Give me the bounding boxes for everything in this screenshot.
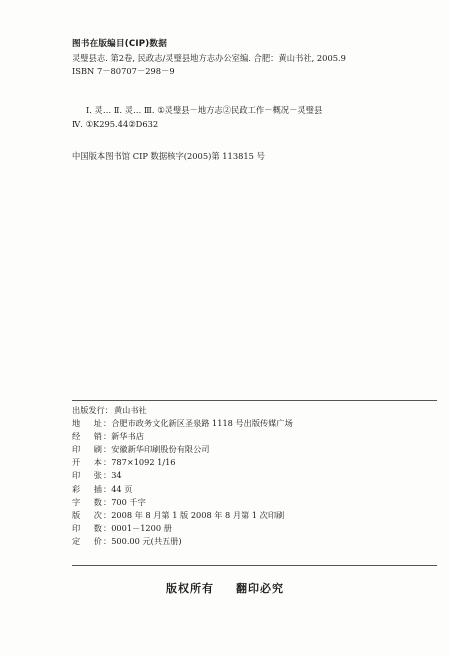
pub-row-color-plates: 彩插 ： 44 页	[72, 483, 432, 496]
pub-row-label: 印数	[72, 522, 102, 533]
pub-row-value: 2008 年 8 月第 1 版 2008 年 8 月第 1 次印刷	[111, 509, 285, 520]
publisher-label: 出版发行：	[72, 405, 113, 415]
pub-row-label: 版次	[72, 509, 102, 520]
pub-row-sheets: 印张 ： 34	[72, 469, 432, 482]
cip-classification-line-2: Ⅳ. ①K295.44②D632	[72, 119, 159, 129]
piracy-warning-text: 翻印必究	[236, 582, 284, 595]
pub-row-value: 0001－1200 册	[111, 522, 172, 533]
pub-row-value: 44 页	[111, 483, 133, 494]
pub-row-label: 定价	[72, 535, 102, 546]
cip-data-number: 中国版本图书馆 CIP 数据核字(2005)第 113815 号	[72, 151, 265, 161]
pub-row-value: 安徽新华印刷股份有限公司	[111, 444, 210, 455]
pub-row-label: 印张	[72, 470, 102, 481]
cip-isbn: ISBN 7－80707－298－9	[72, 66, 175, 76]
rights-notice	[0, 580, 450, 596]
pub-row-value: 34	[111, 470, 122, 481]
pub-row-label: 经销	[72, 431, 102, 442]
cip-block	[72, 38, 412, 163]
pub-row-value: 500.00 元(共五册)	[111, 535, 182, 546]
pub-row-label: 开本	[72, 457, 102, 468]
cip-classification	[72, 103, 412, 131]
top-divider	[72, 400, 437, 401]
cip-classification-line-1: Ⅰ. 灵… Ⅱ. 灵… Ⅲ. ①灵璧县－地方志②民政工作－概况－灵璧县	[86, 105, 323, 115]
pub-row-value: 合肥市政务文化新区圣泉路 1118 号出版传媒广场	[111, 418, 293, 429]
cip-title: 图书在版编目(CIP)数据	[72, 39, 168, 49]
publisher-row	[72, 404, 432, 417]
cip-bibliographic-line: 灵璧县志. 第2卷, 民政志/灵璧县地方志办公室编. 合肥：黄山书社, 2005.9	[72, 53, 346, 63]
pub-row-price: 定价 ： 500.00 元(共五册)	[72, 535, 432, 548]
pub-row-value: 新华书店	[111, 431, 144, 442]
pub-row-label: 彩插	[72, 483, 102, 494]
pub-row-word-count: 字数 ： 700 千字	[72, 496, 432, 509]
pub-row-distributor: 经销 ： 新华书店	[72, 430, 432, 443]
bottom-divider	[72, 565, 437, 566]
pub-row-printer: 印刷 ： 安徽新华印刷股份有限公司	[72, 443, 432, 456]
pub-row-label: 印刷	[72, 444, 102, 455]
pub-row-address: 地址 ： 合肥市政务文化新区圣泉路 1118 号出版传媒广场	[72, 417, 432, 430]
publication-info	[72, 404, 432, 548]
pub-row-edition: 版次 ： 2008 年 8 月第 1 版 2008 年 8 月第 1 次印刷	[72, 509, 432, 522]
pub-row-value: 700 千字	[111, 496, 146, 507]
pub-row-label: 字数	[72, 496, 102, 507]
pub-row-format: 开本 ： 787×1092 1/16	[72, 456, 432, 469]
pub-row-print-run: 印数 ： 0001－1200 册	[72, 522, 432, 535]
rights-reserved-text: 版权所有	[166, 582, 214, 595]
pub-row-value: 787×1092 1/16	[111, 457, 176, 468]
pub-row-label: 地址	[72, 418, 102, 429]
publisher-value: 黄山书社	[113, 405, 147, 415]
